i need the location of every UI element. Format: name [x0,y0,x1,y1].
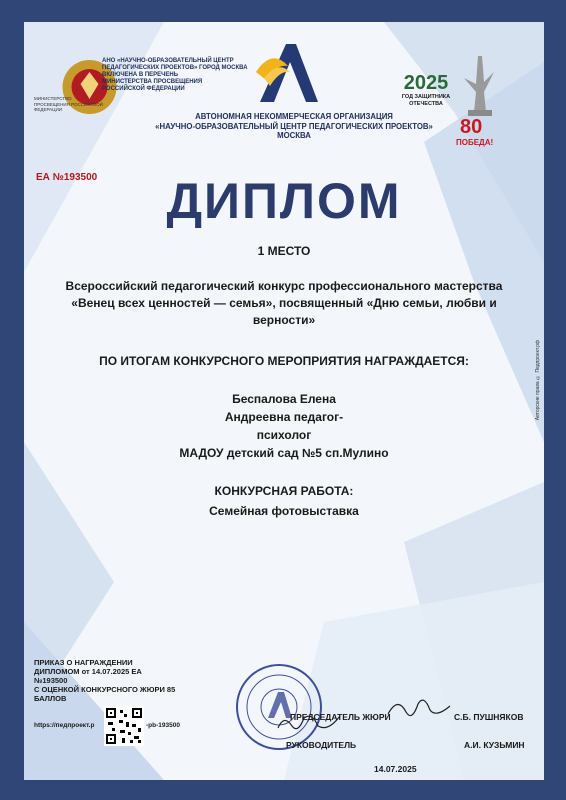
organization-title [104,112,484,141]
org-title-line-2: «НАУЧНО-ОБРАЗОВАТЕЛЬНЫЙ ЦЕНТР ПЕДАГОГИЧЕСКИХ ПРОЕКТОВ» [155,121,433,131]
org-title-line-1: АВТОНОМНАЯ НЕКОММЕРЧЕСКАЯ ОРГАНИЗАЦИЯ [195,112,393,121]
recipient-line-3: психолог [256,428,312,442]
jury-chairman-name: С.Б. ПУШНЯКОВ [454,712,524,722]
order-line-3: №193500 [34,676,68,685]
verification-link-left[interactable]: https://педпроект.р [34,722,95,729]
head-role: РУКОВОДИТЕЛЬ [286,740,357,750]
recipient-line-2: Андреевна педагог- [224,410,344,424]
ano-line-1: АНО «НАУЧНО-ОБРАЗОВАТЕЛЬНЫЙ ЦЕНТР [102,58,234,64]
order-info [34,658,194,703]
year-caption-line-2: ОТЕЧЕСТВА [409,100,443,107]
jury-signature-icon [384,694,454,722]
work-title: Семейная фотовыставка [209,504,359,518]
defender-year-badge [396,72,456,107]
place-label: 1 МЕСТО [257,244,311,258]
contest-line-1: Всероссийский педагогический конкурс профессионального мастерства [65,279,503,293]
recipient-line-1: Беспалова Елена [232,392,336,406]
diploma-title: ДИПЛОМ [166,173,402,229]
issue-date: 14.07.2025 [374,764,417,774]
year-number: 2025 [403,72,449,94]
order-line-5: БАЛЛОВ [34,694,67,703]
contest-description [44,278,524,329]
victory-number: 80 [460,116,483,138]
victory-text: ПОБЕДА! [456,138,494,147]
jury-chairman-role: ПРЕДСЕДАТЕЛЬ ЖЮРИ [290,712,391,722]
contest-line-2: «Венец всех ценностей — семья», посвященный «Дню семьи, любви и [71,296,497,310]
organization-stamp-icon [234,662,324,752]
awarded-heading: ПО ИТОГАМ КОНКУРСНОГО МЕРОПРИЯТИЯ НАГРАЖДАЕТСЯ: [99,354,469,368]
year-caption-line-1: ГОД ЗАЩИТНИКА [401,94,451,100]
ano-line-5: РОССИЙСКОЙ ФЕДЕРАЦИИ [102,86,185,92]
ea-number: ЕА №193500 [36,172,98,183]
org-title-line-3: МОСКВА [277,131,311,140]
diploma-sheet [24,22,544,780]
head-name: А.И. КУЗЬМИН [464,740,525,750]
ano-line-2: ПЕДАГОГИЧЕСКИХ ПРОЕКТОВ» ГОРОД МОСКВА [102,65,248,71]
work-label: КОНКУРСНАЯ РАБОТА: [214,484,354,498]
ano-line-4: МИНИСТЕРСТВА ПРОСВЕЩЕНИЯ [102,79,203,85]
order-line-2: ДИПЛОМОМ от 14.07.2025 ЕА [34,667,142,676]
qr-code-icon[interactable] [104,706,144,746]
ncpp-logo-icon [252,38,322,110]
recipient-block [24,390,544,462]
ministry-label: МИНИСТЕРСТВО ПРОСВЕЩЕНИЯ РОССИЙСКОЙ ФЕДЕРАЦИИ [34,96,104,112]
ano-line-3: ВКЛЮЧЕНА В ПЕРЕЧЕНЬ [102,72,179,78]
copyright-side-text: Авторские права © Педпроект.рф [535,340,541,421]
contest-line-3: верности» [252,313,316,327]
order-line-1: ПРИКАЗ О НАГРАЖДЕНИИ [34,658,133,667]
recipient-organization: МАДОУ детский сад №5 сп.Мулино [179,446,389,460]
order-line-4: С ОЦЕНКОЙ КОНКУРСНОГО ЖЮРИ 85 [34,685,176,694]
victory-badge [454,52,504,152]
verification-link-right[interactable]: -pb-193500 [146,722,180,729]
